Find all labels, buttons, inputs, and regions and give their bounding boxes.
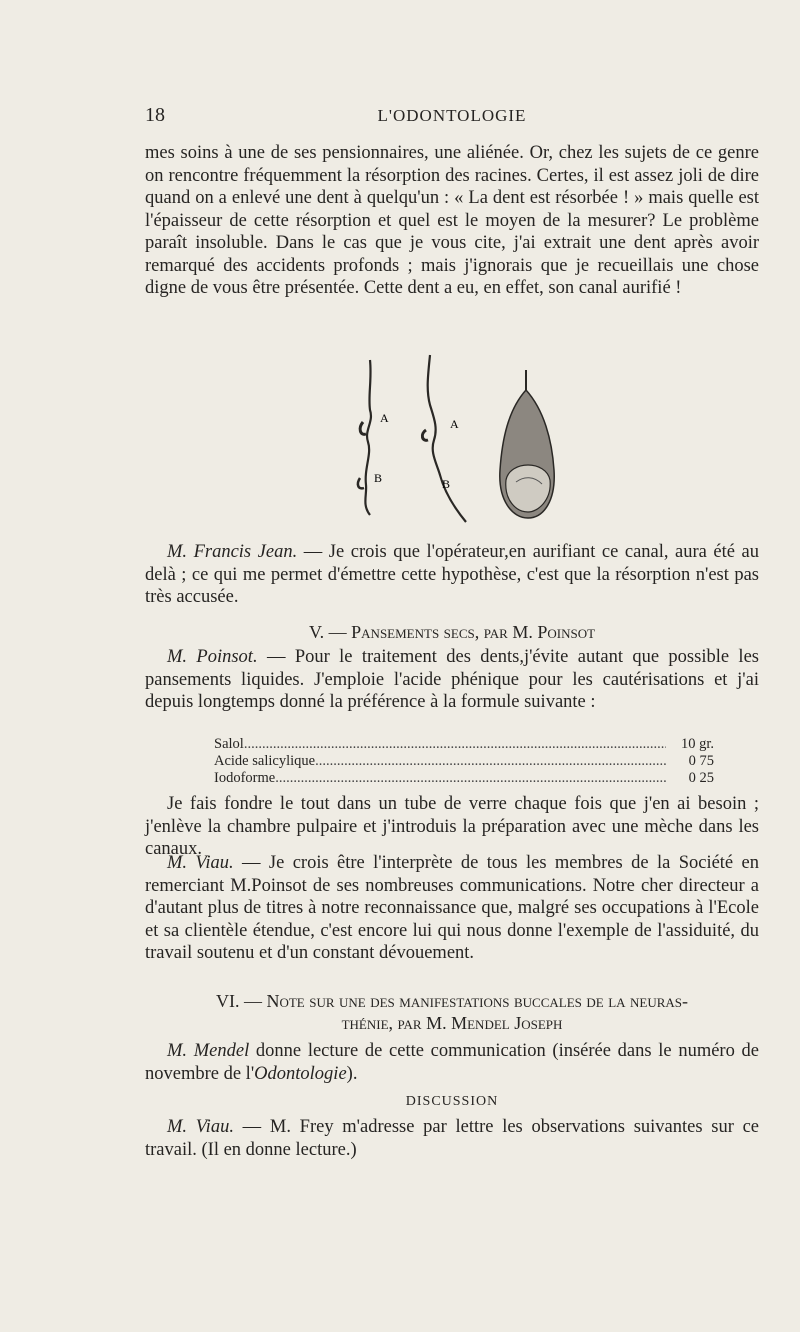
section-title-line2: thénie, par M. Mendel Joseph bbox=[341, 1013, 563, 1033]
label-b-left: B bbox=[374, 471, 383, 485]
paragraph-text: — Je crois que l'opérateur,en aurifiant ce canal, aura été au delà ; ce qui me permet d'émettre cette hypothèse, c'est que la résorption n'est pas très accusée. bbox=[145, 542, 759, 607]
formula-row bbox=[214, 736, 714, 753]
paragraph-poinsot bbox=[145, 646, 759, 714]
ingredient-quantity: 0 75 bbox=[688, 753, 714, 769]
ingredient-name: Acide salicylique bbox=[214, 753, 316, 769]
formula-row bbox=[214, 753, 714, 770]
label-b-middle: B bbox=[442, 477, 451, 491]
discussion-heading-wrap bbox=[145, 1094, 759, 1110]
speaker-name: M. Francis Jean. bbox=[167, 542, 298, 562]
speaker-name: M. Poinsot. bbox=[167, 647, 258, 667]
tooth-figure bbox=[330, 350, 570, 530]
paragraph-text: donne lecture de cette communication (insérée dans le numéro de novembre de l' bbox=[145, 1041, 759, 1084]
paragraph-text: — Pour le traitement des dents,j'évite autant que possible les pansements liquides. J'emploie l'acide phénique pour les cautérisations et j'ai depuis longtemps donné la préférence à la formule suivante : bbox=[145, 647, 759, 712]
paragraph-text: — M. Frey m'adresse par lettre les observations suivantes sur ce travail. (Il en donne lecture.) bbox=[145, 1117, 759, 1160]
section-title: Pansements secs, par M. Poinsot bbox=[351, 622, 596, 642]
section-heading-vi bbox=[145, 990, 759, 1034]
paragraph-text: Je fais fondre le tout dans un tube de verre chaque fois que j'en ai besoin ; j'enlève la chambre pulpaire et j'introduis la préparation avec une mèche dans les canaux. bbox=[145, 794, 759, 859]
extracted-tooth-drawing bbox=[500, 370, 554, 518]
paragraph-francis-jean bbox=[145, 541, 759, 609]
paragraph-text: — Je crois être l'interprète de tous les membres de la Société en remerciant M.Poinsot de ses nombreuses communications. Notre cher directeur a d'autant plus de titres à notre reconnaissance que, malgré ses occupations à l'Ecole et sa clientèle étendue, c'est encore lui qui nous donne l'exemple de l'assiduité, du travail soutenu et d'un constant dévouement. bbox=[145, 853, 759, 963]
paragraph-text-end: ). bbox=[346, 1063, 358, 1084]
ingredient-quantity: 0 25 bbox=[688, 770, 714, 786]
paragraph-mendel bbox=[145, 1040, 759, 1085]
root-canal-filling-middle bbox=[422, 355, 466, 522]
speaker-name: M. Mendel bbox=[167, 1041, 250, 1061]
root-canal-filling-left bbox=[358, 360, 371, 515]
label-a-left: A bbox=[380, 411, 389, 425]
formula-list bbox=[214, 736, 714, 787]
section-title-line1: VI. — Note sur une des manifestations buccales de la neuras- bbox=[215, 991, 689, 1011]
paragraph-viau-frey bbox=[145, 1116, 759, 1161]
running-title: L'ODONTOLOGIE bbox=[377, 106, 527, 125]
paragraph-preparation bbox=[145, 793, 759, 861]
paragraph-resorption bbox=[145, 142, 759, 300]
label-a-middle: A bbox=[450, 417, 459, 431]
paragraph-text: mes soins à une de ses pensionnaires, une aliénée. Or, chez les sujets de ce genre on rencontre fréquemment la résorption des racines. Certes, il est assez joli de dire quand on a enlevé une dent à quelqu'un : « La dent est résorbée ! » mais quelle est l'épaisseur de cette résorption et quel est le moyen de la mesurer? Le problème paraît insoluble. Dans le cas que je vous cite, j'ai extrait une dent après avoir remarqué des accidents profonds ; mais j'ignorais que je recueillais une chose digne de vous être présentée. Cette dent a eu, en effet, son canal aurifié ! bbox=[145, 143, 759, 298]
ingredient-name: Salol bbox=[214, 736, 244, 752]
ingredient-name: Iodoforme bbox=[214, 770, 276, 786]
journal-name: Odontologie bbox=[254, 1063, 347, 1084]
formula-row bbox=[214, 770, 714, 787]
paragraph-viau-thanks bbox=[145, 852, 759, 965]
page-number: 18 bbox=[145, 104, 165, 126]
section-number: V. — bbox=[308, 622, 347, 642]
speaker-name: M. Viau. bbox=[167, 1117, 234, 1137]
speaker-name: M. Viau. bbox=[167, 853, 234, 873]
section-heading-v bbox=[145, 621, 759, 643]
ingredient-quantity: 10 gr. bbox=[680, 736, 714, 752]
page-header bbox=[145, 104, 759, 134]
discussion-heading: DISCUSSION bbox=[405, 1094, 499, 1109]
